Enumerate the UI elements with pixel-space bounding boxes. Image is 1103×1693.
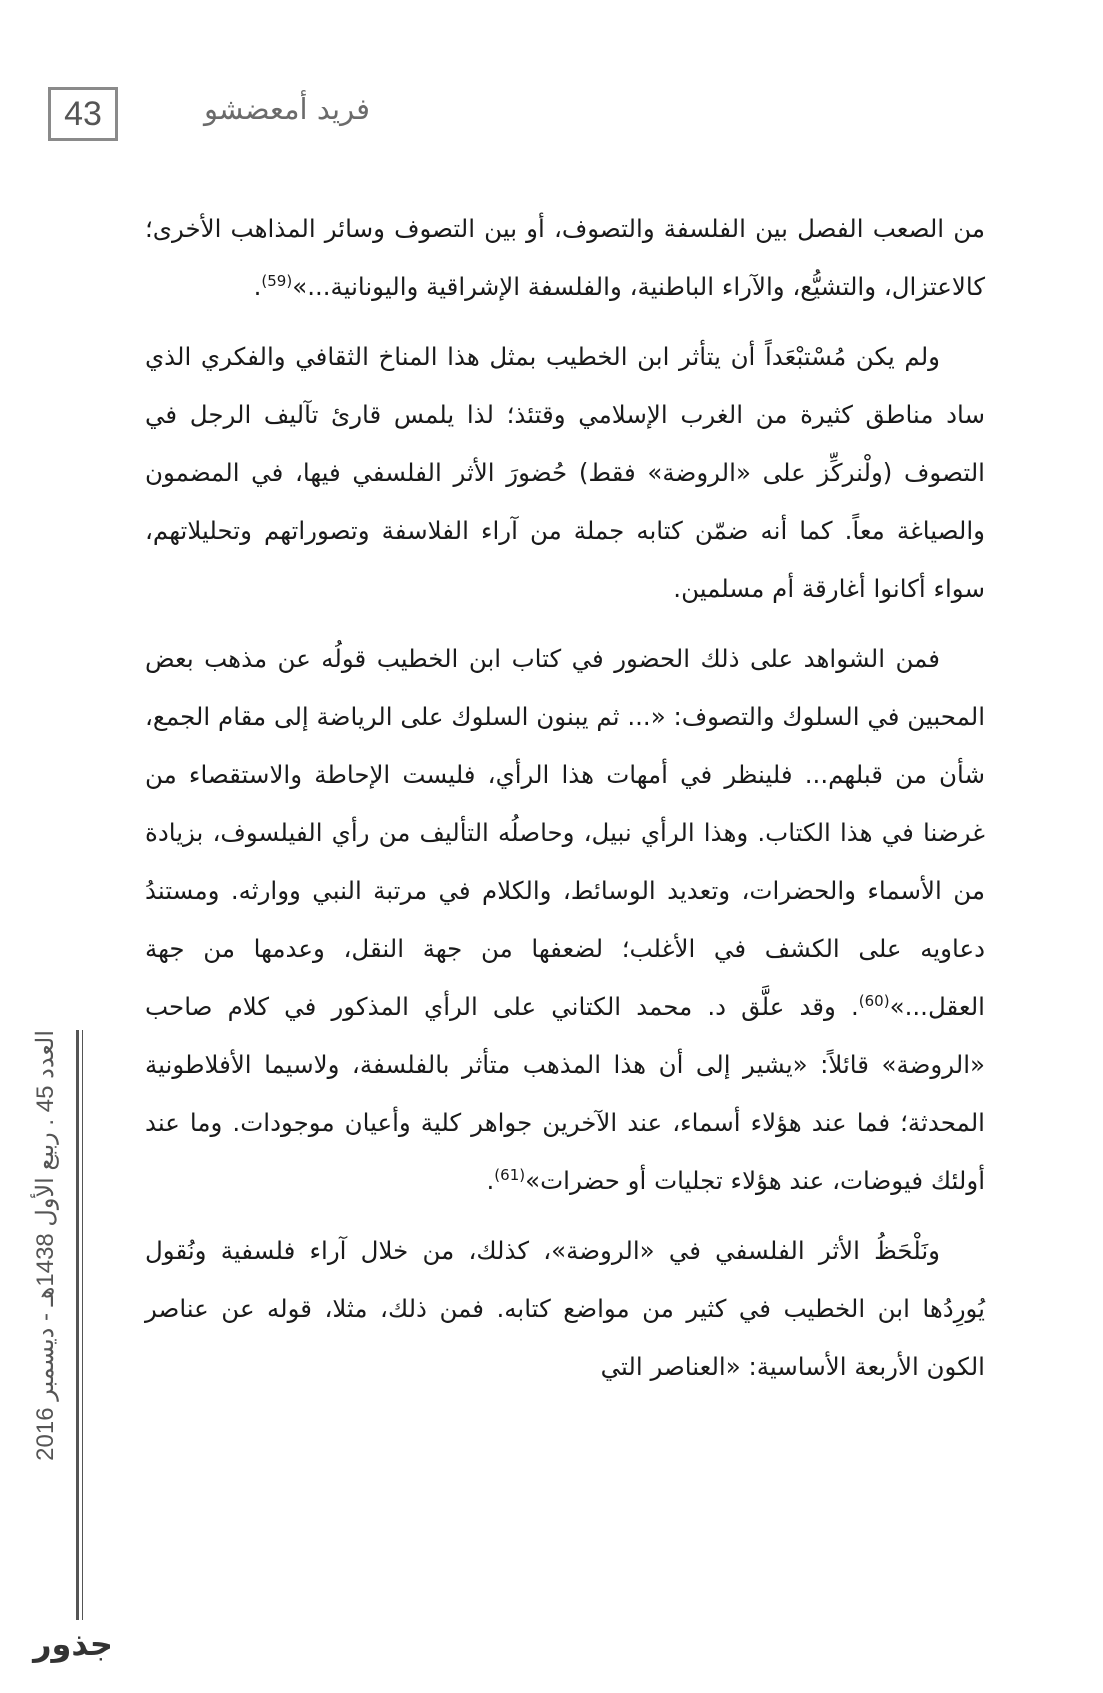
- footnote-ref: (59): [261, 272, 293, 290]
- paragraph-4: [145, 1222, 985, 1396]
- paragraph-tail: .: [253, 272, 262, 301]
- issue-info-vertical: العدد 45 . ربيع الأول 1438هـ - ديسمبر 2016: [32, 1030, 59, 1461]
- paragraph-tail: .: [486, 1166, 495, 1195]
- side-rule-thin: [82, 1030, 83, 1620]
- footnote-ref: (60): [858, 992, 890, 1010]
- side-rule: [76, 1030, 79, 1620]
- paragraph-3: [145, 630, 985, 1210]
- page-number-box: [48, 87, 118, 141]
- page-number: 43: [64, 94, 102, 133]
- paragraph-text-continued: . وقد علَّق د. محمد الكتاني على الرأي المذكور في كلام صاحب «الروضة» قائلاً: «يشير إلى أن هذا المذهب متأثر بالفلسفة، ولاسيما الأفلاطونية المحدثة؛ فما عند هؤلاء أسماء، عند الآخرين جواهر كلية وأعيان موجودات. وما عند أولئك فيوضات، عند هؤلاء تجليات أو حضرات»: [145, 992, 985, 1195]
- journal-logo: جذور: [33, 1625, 113, 1663]
- paragraph-1: [145, 200, 985, 316]
- paragraph-text: فمن الشواهد على ذلك الحضور في كتاب ابن الخطيب قولُه عن مذهب بعض المحبين في السلوك والتصوف: «... ثم يبنون السلوك على الرياضة إلى مقام الجمع، شأن من قبلهم... فلينظر في أمهات هذا الرأي، فليست الإحاطة والاستقصاء من غرضنا في هذا الكتاب. وهذا الرأي نبيل، وحاصلُه التأليف من رأي الفيلسوف، بزيادة من الأسماء والحضرات، وتعديد الوسائط، والكلام في مرتبة النبي ووارثه. ومستندُ دعاويه على الكشف في الأغلب؛ لضعفها من جهة النقل، وعدمها من جهة العقل...»: [145, 644, 985, 1021]
- running-header-author: فريد أمعضشو: [204, 92, 370, 126]
- paragraph-text: ونَلْحَظُ الأثر الفلسفي في «الروضة»، كذلك، من خلال آراء فلسفية ونُقول يُورِدُها ابن الخطيب في كثير من مواضع كتابه. فمن ذلك، مثلا، قوله عن عناصر الكون الأربعة الأساسية: «العناصر التي: [145, 1236, 985, 1381]
- paragraph-2: [145, 328, 985, 618]
- paragraph-text: من الصعب الفصل بين الفلسفة والتصوف، أو بين التصوف وسائر المذاهب الأخرى؛ كالاعتزال، والتشيُّع، والآراء الباطنية، والفلسفة الإشراقية واليونانية...»: [145, 214, 985, 301]
- article-body: [145, 200, 985, 1408]
- footnote-ref: (61): [494, 1166, 526, 1184]
- paragraph-text: ولم يكن مُسْتبْعَداً أن يتأثر ابن الخطيب بمثل هذا المناخ الثقافي والفكري الذي ساد مناطق كثيرة من الغرب الإسلامي وقتئذ؛ لذا يلمس قارئ تآليف الرجل في التصوف (ولْنركِّز على «الروضة» فقط) حُضورَ الأثر الفلسفي فيها، في المضمون والصياغة معاً. كما أنه ضمّن كتابه جملة من آراء الفلاسفة وتصوراتهم وتحليلاتهم، سواء أكانوا أغارقة أم مسلمين.: [145, 342, 985, 603]
